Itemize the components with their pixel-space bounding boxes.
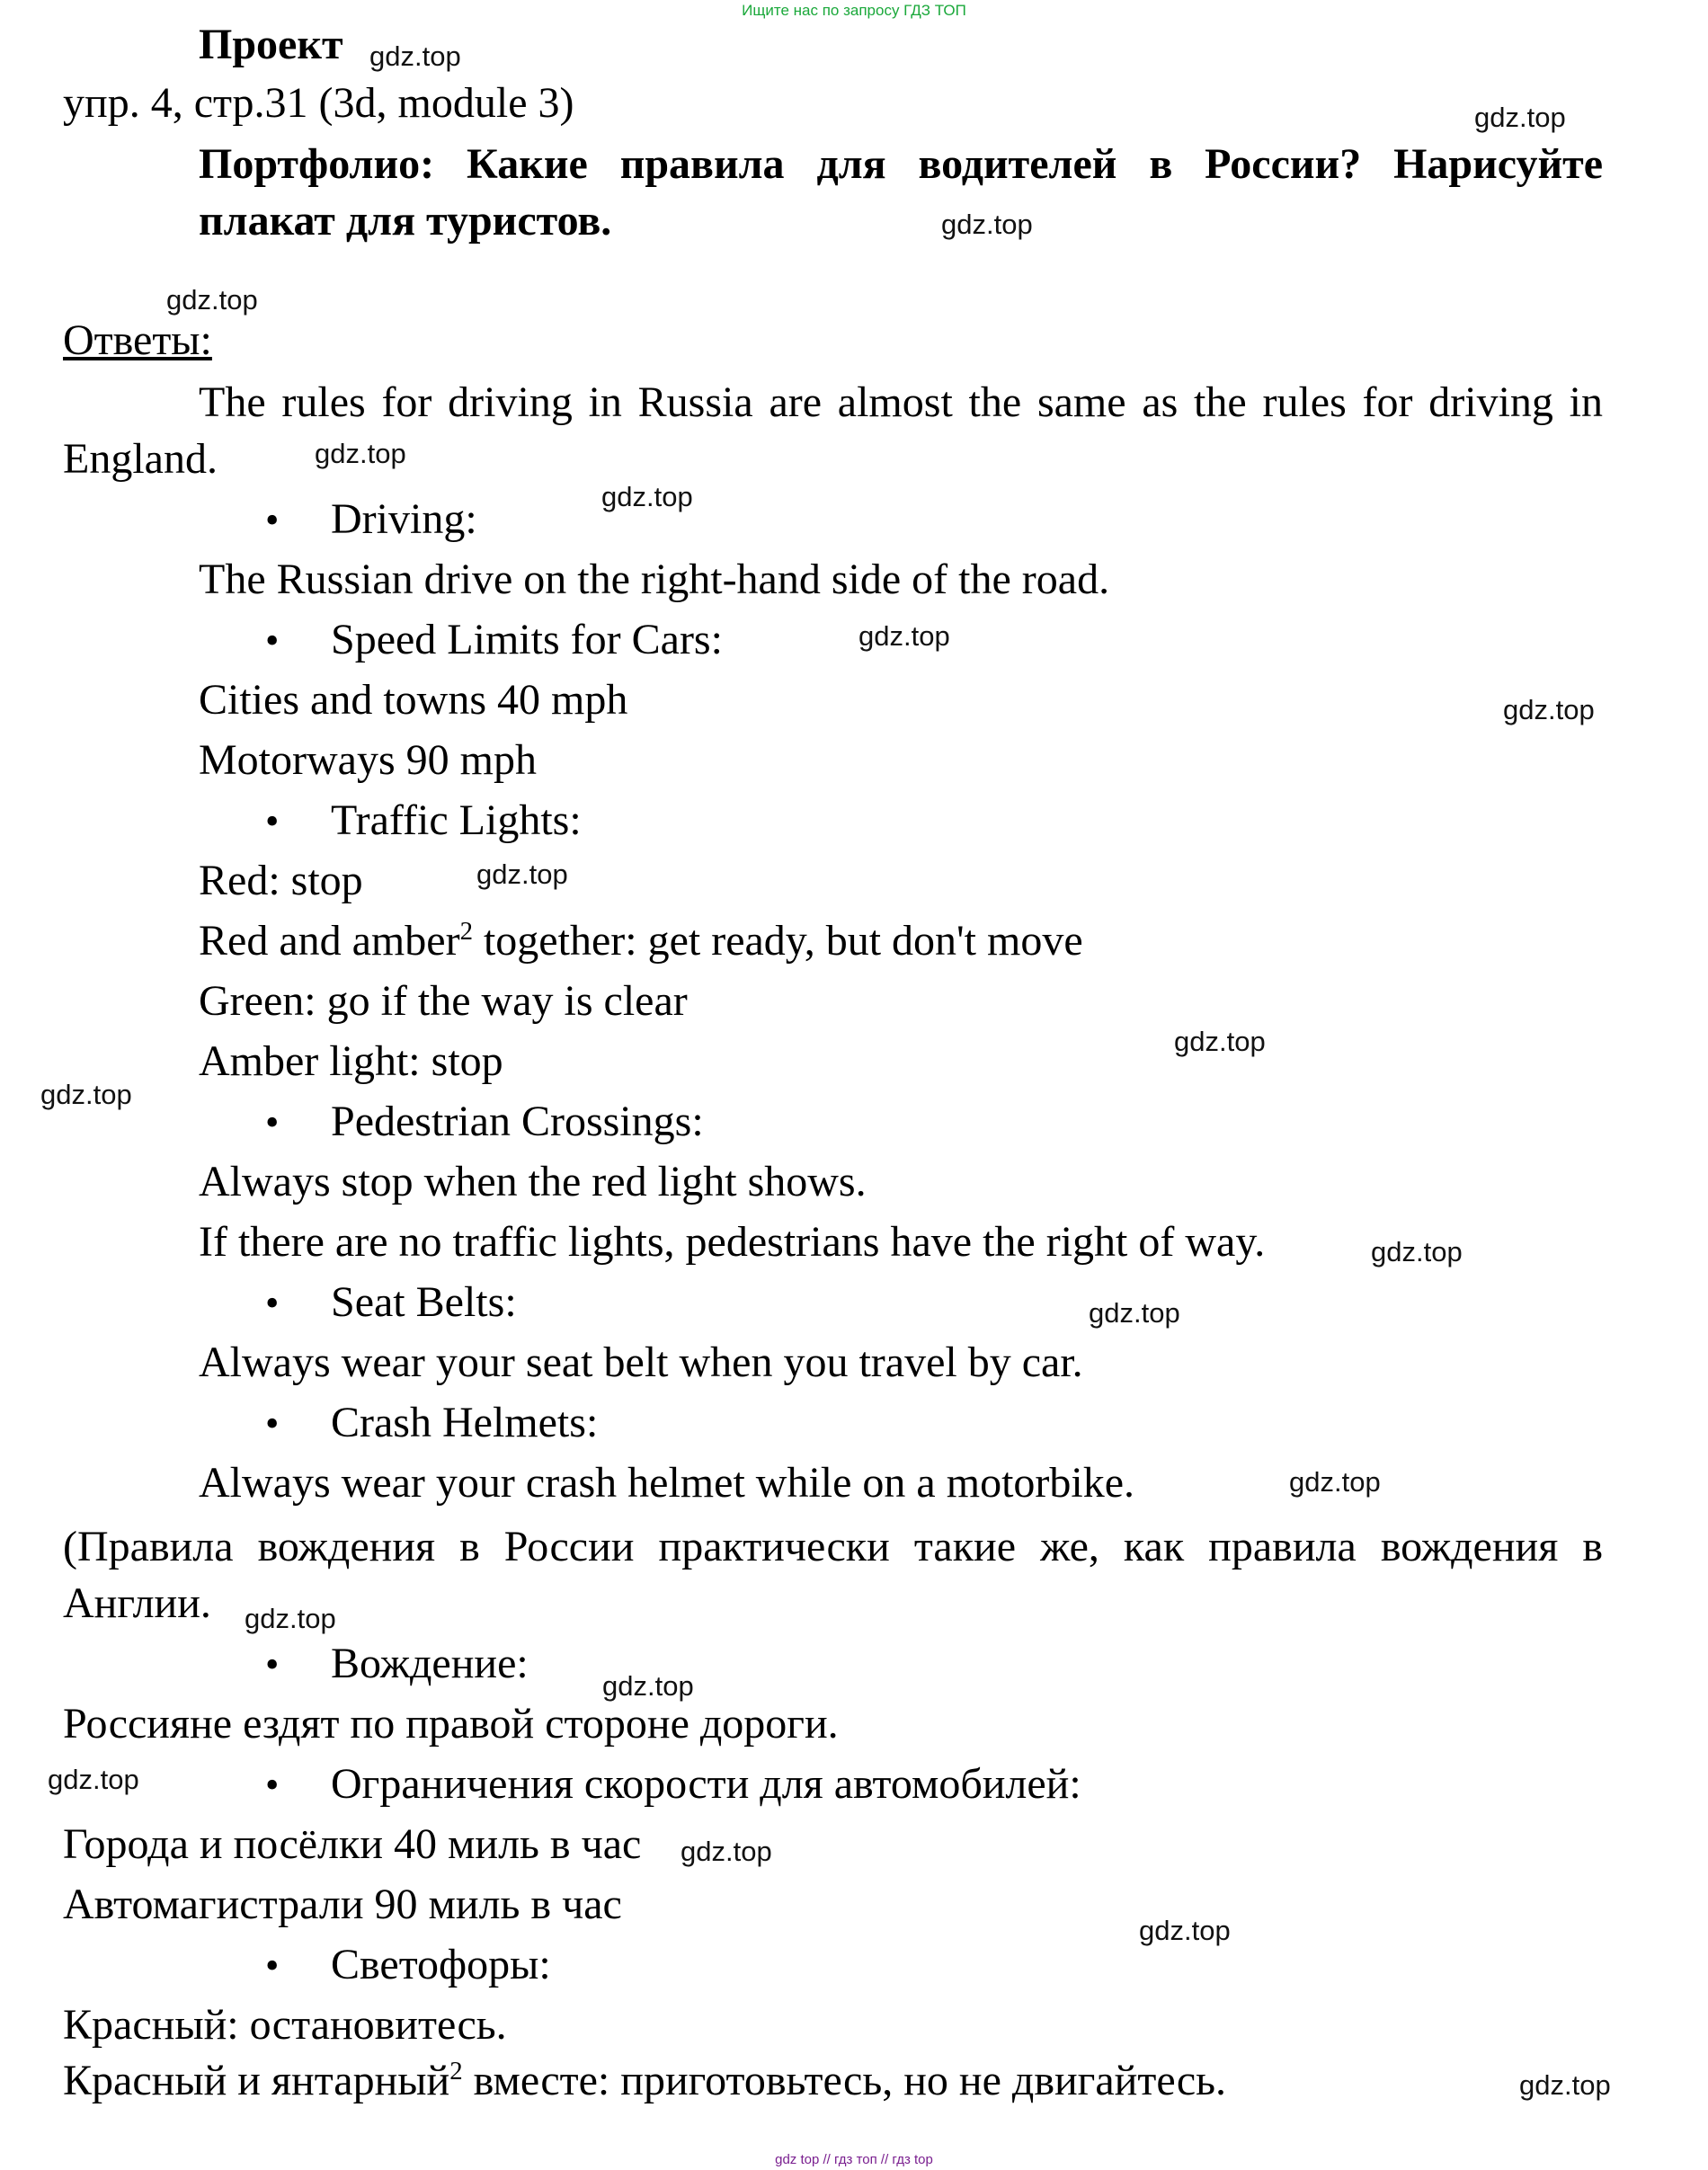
page-title: Проект [199,21,343,68]
section-line: Красный: остановитесь. [63,2001,507,2049]
watermark: gdz.top [858,620,950,652]
section-line: Россияне ездят по правой стороне дороги. [63,1700,839,1748]
watermark: gdz.top [369,40,461,72]
watermark: gdz.top [602,1670,694,1702]
watermark: gdz.top [48,1764,139,1795]
watermark: gdz.top [1089,1297,1180,1329]
section-heading-traffic-lights: Traffic Lights: [331,796,582,844]
exercise-reference: упр. 4, стр.31 (3d, module 3) [63,79,574,127]
section-line: Motorways 90 mph [199,736,537,784]
watermark: gdz.top [1371,1236,1463,1267]
section-heading-crash-helmets: Crash Helmets: [331,1399,599,1446]
watermark: gdz.top [941,209,1033,240]
section-line [63,2059,1226,2103]
section-heading-vozhdenie: Вождение: [331,1640,529,1687]
watermark: gdz.top [1519,2069,1611,2101]
section-heading-seat-belts: Seat Belts: [331,1278,517,1326]
bullet-icon: • [265,618,280,663]
section-line: Always wear your crash helmet while on a motorbike. [199,1459,1135,1507]
section-heading-driving: Driving: [331,495,477,543]
top-search-note: Ищите нас по запросу ГДЗ ТОП [742,2,966,19]
section-heading-pedestrian-crossings: Pedestrian Crossings: [331,1098,704,1145]
section-line: Green: go if the way is clear [199,977,688,1025]
watermark: gdz.top [681,1836,772,1867]
footnote-marker: 2 [449,2057,463,2086]
line-part: Red and amber [199,917,460,965]
line-part: together: get ready, but don't move [483,917,1083,965]
english-intro-line-2: England. [63,435,218,483]
task-text-line-2: плакат для туристов. [199,197,612,245]
watermark: gdz.top [1139,1915,1231,1946]
watermark: gdz.top [601,481,693,512]
bullet-icon: • [265,498,280,542]
watermark: gdz.top [476,858,568,890]
section-line: The Russian drive on the right-hand side of the road. [199,556,1110,603]
watermark: gdz.top [245,1603,336,1634]
watermark: gdz.top [1474,102,1566,133]
section-line: Автомагистрали 90 миль в час [63,1881,622,1928]
bullet-icon: • [265,1281,280,1325]
russian-intro-line-1: (Правила вождения в России практически такие же, как правила вождения в [63,1523,1603,1570]
answers-label: Ответы: [63,316,212,364]
line-part: вместе: приготовьтесь, но не двигайтесь. [473,2057,1227,2104]
section-line: Red: stop [199,857,363,904]
watermark: gdz.top [1174,1026,1266,1057]
section-line: Города и посёлки 40 миль в час [63,1820,642,1868]
watermark: gdz.top [1289,1466,1381,1498]
line-part: Красный и янтарный [63,2057,450,2104]
bullet-icon: • [265,1943,280,1988]
section-line: Amber light: stop [199,1037,503,1085]
footer-note: gdz top // гдз топ // гдз top [775,2152,933,2167]
bullet-icon: • [265,1100,280,1144]
bullet-icon: • [265,1763,280,1807]
section-line [199,917,1083,965]
bullet-icon: • [265,1401,280,1445]
section-line: Cities and towns 40 mph [199,676,628,724]
section-line: Always wear your seat belt when you travel by car. [199,1338,1083,1386]
section-heading-svetofory: Светофоры: [331,1941,551,1988]
watermark: gdz.top [1503,694,1595,725]
russian-intro-line-2: Англии. [63,1579,211,1627]
watermark: gdz.top [166,284,258,316]
section-heading-speed-limits-ru: Ограничения скорости для автомобилей: [331,1760,1081,1808]
watermark: gdz.top [315,438,406,469]
bullet-icon: • [265,799,280,843]
task-text-line-1: Портфолио: Какие правила для водителей в России? Нарисуйте [199,140,1603,188]
bullet-icon: • [265,1642,280,1686]
footnote-marker: 2 [459,917,473,946]
watermark: gdz.top [40,1079,132,1110]
section-line: Always stop when the red light shows. [199,1158,867,1205]
english-intro-line-1: The rules for driving in Russia are almost the same as the rules for driving in [199,378,1603,426]
section-heading-speed-limits: Speed Limits for Cars: [331,616,723,663]
section-line: If there are no traffic lights, pedestrians have the right of way. [199,1218,1266,1266]
